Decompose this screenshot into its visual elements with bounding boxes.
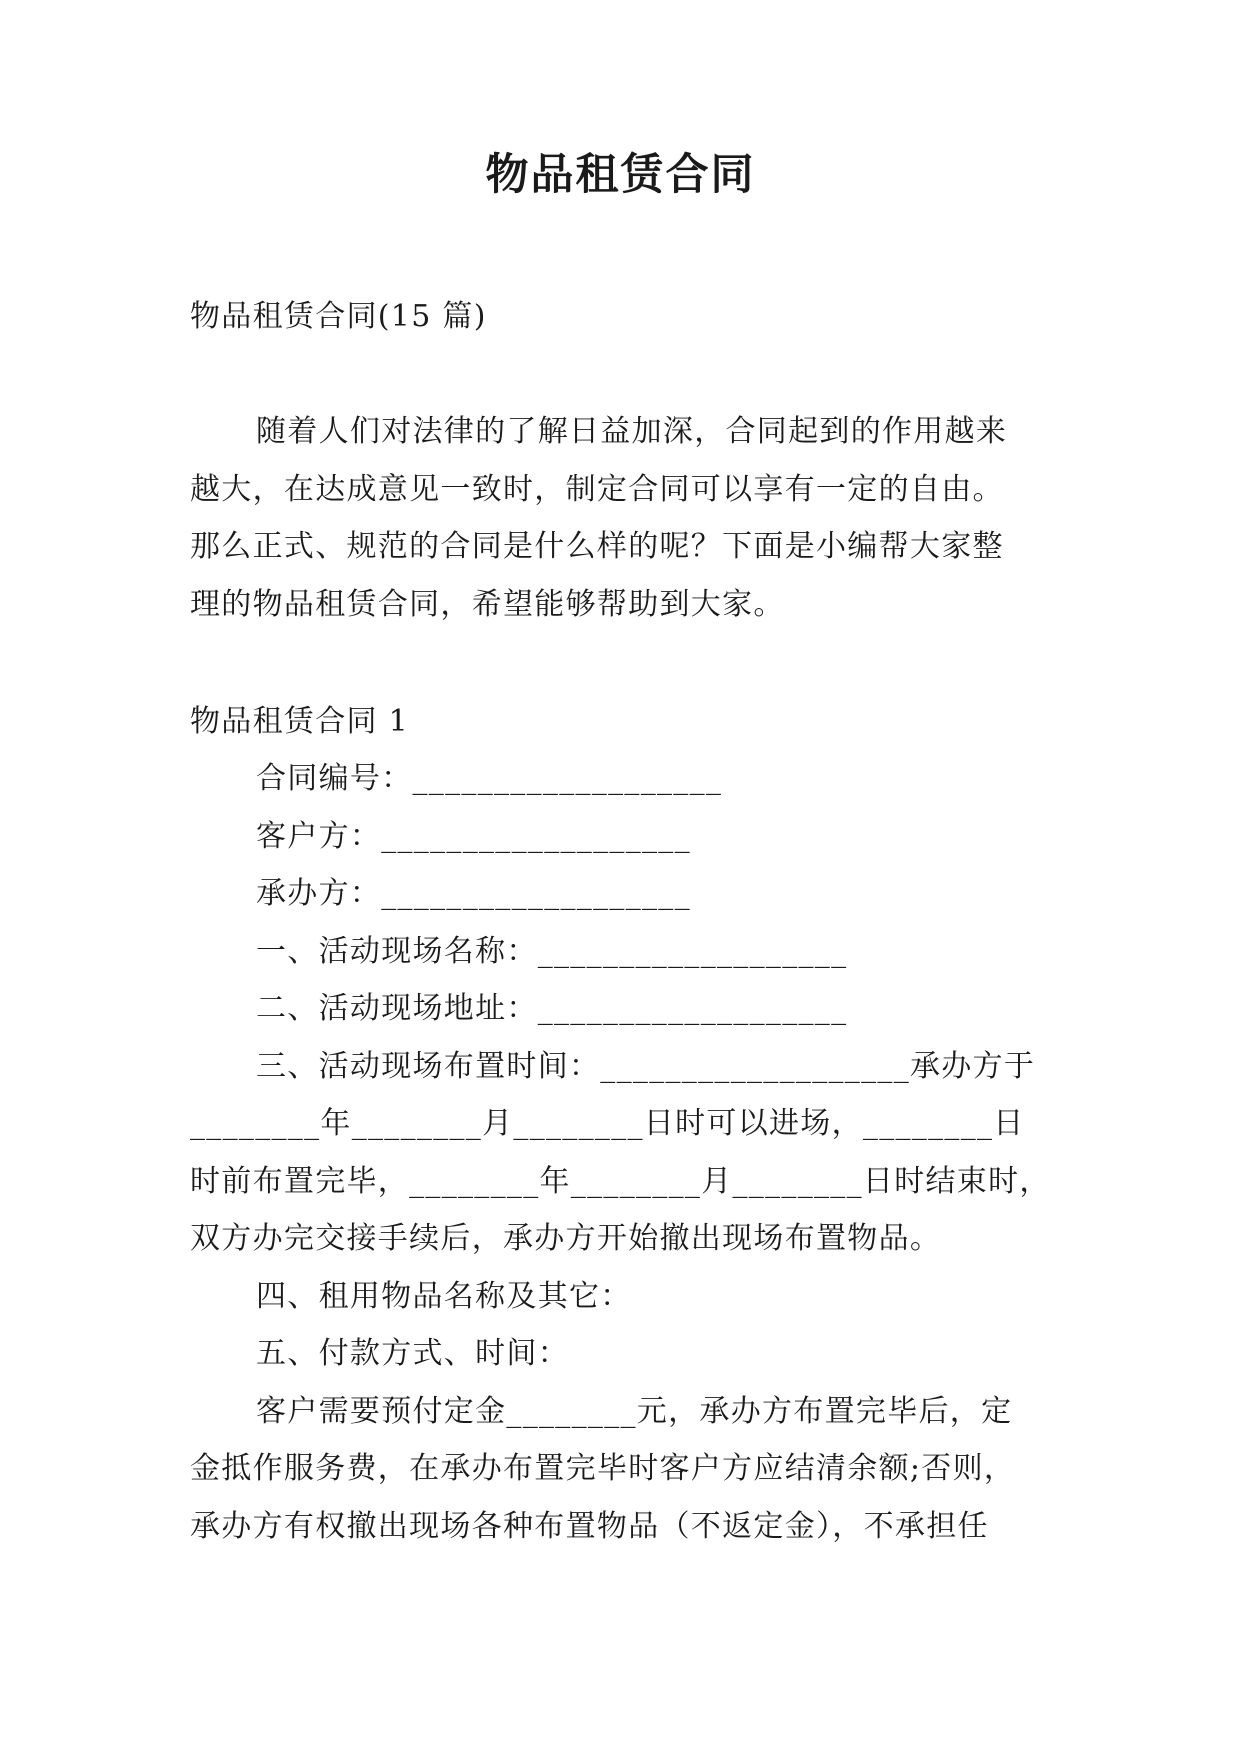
- clause-setup-time-cont: ________年________月________日时可以进场，________日: [190, 1106, 1025, 1141]
- organizer-party-line: 承办方：___________________: [256, 876, 691, 911]
- section-heading: 物品租赁合同 1: [190, 704, 410, 739]
- intro-line: 理的物品租赁合同，希望能够帮助到大家。: [190, 586, 785, 622]
- clause-venue-address: 二、活动现场地址：___________________: [256, 991, 848, 1026]
- intro-line: 那么正式、规范的合同是什么样的呢？下面是小编帮大家整: [190, 529, 1004, 564]
- document-subtitle: 物品租赁合同(15 篇): [190, 299, 487, 334]
- contract-number-line: 合同编号：___________________: [256, 761, 723, 796]
- clause-setup-time: 三、活动现场布置时间：___________________承办方于: [256, 1048, 1036, 1084]
- client-party-line: 客户方：___________________: [256, 818, 691, 854]
- payment-paragraph-line: 承办方有权撤出现场各种布置物品（不返定金），不承担任: [190, 1508, 989, 1544]
- document-title: 物品租赁合同: [485, 150, 756, 200]
- payment-paragraph-line: 客户需要预付定金________元，承办方布置完毕后，定: [256, 1393, 1013, 1429]
- clause-setup-time-cont: 时前布置完毕，________年________月________日时结束时，: [190, 1163, 1051, 1199]
- clause-rental-items: 四、租用物品名称及其它：: [256, 1278, 632, 1314]
- clause-venue-name: 一、活动现场名称：___________________: [256, 933, 848, 969]
- intro-line: 越大，在达成意见一致时，制定合同可以享有一定的自由。: [190, 471, 1004, 507]
- clause-payment: 五、付款方式、时间：: [256, 1336, 569, 1371]
- intro-line: 随着人们对法律的了解日益加深，合同起到的作用越来: [256, 414, 1008, 449]
- clause-setup-time-cont: 双方办完交接手续后，承办方开始撤出现场布置物品。: [190, 1221, 942, 1256]
- payment-paragraph-line: 金抵作服务费，在承办布置完毕时客户方应结清余额;否则，: [190, 1451, 1016, 1486]
